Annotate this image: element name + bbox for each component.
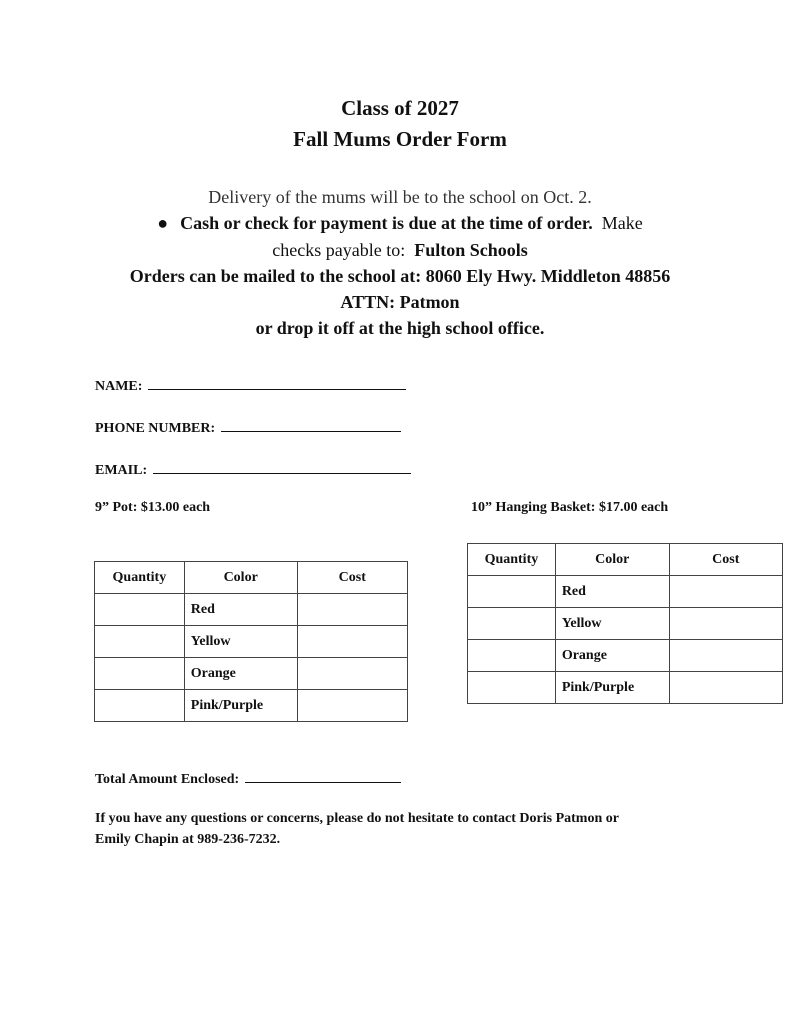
phone-blank[interactable]: [221, 417, 401, 432]
email-label: EMAIL:: [95, 463, 148, 478]
basket-price: 10” Hanging Basket: $17.00 each: [471, 500, 669, 515]
total-field[interactable]: [95, 768, 401, 788]
cost-header: Cost: [669, 544, 782, 576]
cost-cell[interactable]: [297, 594, 407, 626]
table-header-row: [468, 544, 783, 576]
payable-name: Fulton Schools: [414, 240, 528, 260]
payable-prefix: checks payable to:: [272, 240, 406, 260]
color-cell: Pink/Purple: [184, 690, 297, 722]
quantity-cell[interactable]: [95, 626, 185, 658]
color-cell: Orange: [184, 658, 297, 690]
contact-line-2: Emily Chapin at 989-236-7232.: [95, 832, 281, 847]
payable-note: [0, 240, 800, 261]
cost-cell[interactable]: [297, 658, 407, 690]
payment-bold-text: Cash or check for payment is due at the time of order.: [180, 213, 593, 233]
table-header-row: [95, 562, 408, 594]
table-row: [95, 690, 408, 722]
bullet-icon: ●: [157, 213, 169, 233]
color-cell: Yellow: [184, 626, 297, 658]
cost-cell[interactable]: [669, 672, 782, 704]
table-row: [95, 626, 408, 658]
pot-price: 9” Pot: $13.00 each: [95, 500, 211, 515]
color-header: Color: [184, 562, 297, 594]
table-row: [468, 608, 783, 640]
table-row: [468, 640, 783, 672]
email-blank[interactable]: [153, 459, 411, 474]
phone-field[interactable]: [95, 417, 401, 437]
mail-address: Orders can be mailed to the school at: 8060 Ely Hwy. Middleton 48856: [129, 266, 671, 286]
quantity-cell[interactable]: [95, 594, 185, 626]
table-row: [468, 672, 783, 704]
color-header: Color: [555, 544, 669, 576]
color-cell: Red: [555, 576, 669, 608]
name-field[interactable]: [95, 375, 406, 395]
cost-cell[interactable]: [669, 608, 782, 640]
total-blank[interactable]: [245, 768, 401, 783]
color-cell: Pink/Purple: [555, 672, 669, 704]
phone-label: PHONE NUMBER:: [95, 421, 216, 436]
color-cell: Yellow: [555, 608, 669, 640]
quantity-cell[interactable]: [468, 672, 556, 704]
table-row: [95, 594, 408, 626]
table-row: [95, 658, 408, 690]
cost-header: Cost: [297, 562, 407, 594]
email-field[interactable]: [95, 459, 411, 479]
cost-cell[interactable]: [669, 576, 782, 608]
cost-cell[interactable]: [297, 626, 407, 658]
color-cell: Red: [184, 594, 297, 626]
contact-line-1: If you have any questions or concerns, please do not hesitate to contact Doris Patmon or: [95, 811, 619, 826]
pot-order-table: [94, 561, 408, 722]
quantity-cell[interactable]: [468, 576, 556, 608]
payment-note: [0, 213, 800, 234]
quantity-cell[interactable]: [468, 608, 556, 640]
table-row: [468, 576, 783, 608]
name-blank[interactable]: [148, 375, 406, 390]
quantity-header: Quantity: [468, 544, 556, 576]
quantity-cell[interactable]: [468, 640, 556, 672]
attn-line: ATTN: Patmon: [340, 292, 460, 312]
name-label: NAME:: [95, 379, 143, 394]
quantity-cell[interactable]: [95, 690, 185, 722]
color-cell: Orange: [555, 640, 669, 672]
cost-cell[interactable]: [669, 640, 782, 672]
contact-note: [95, 808, 715, 850]
delivery-note: Delivery of the mums will be to the school on Oct. 2.: [208, 187, 592, 207]
cost-cell[interactable]: [297, 690, 407, 722]
quantity-header: Quantity: [95, 562, 185, 594]
dropoff-line: or drop it off at the high school office.: [255, 318, 545, 338]
quantity-cell[interactable]: [95, 658, 185, 690]
total-label: Total Amount Enclosed:: [95, 772, 240, 787]
basket-order-table: [467, 543, 783, 704]
form-subtitle: Fall Mums Order Form: [293, 127, 507, 151]
payment-rest-text: Make: [601, 213, 643, 233]
form-title: Class of 2027: [341, 96, 459, 120]
